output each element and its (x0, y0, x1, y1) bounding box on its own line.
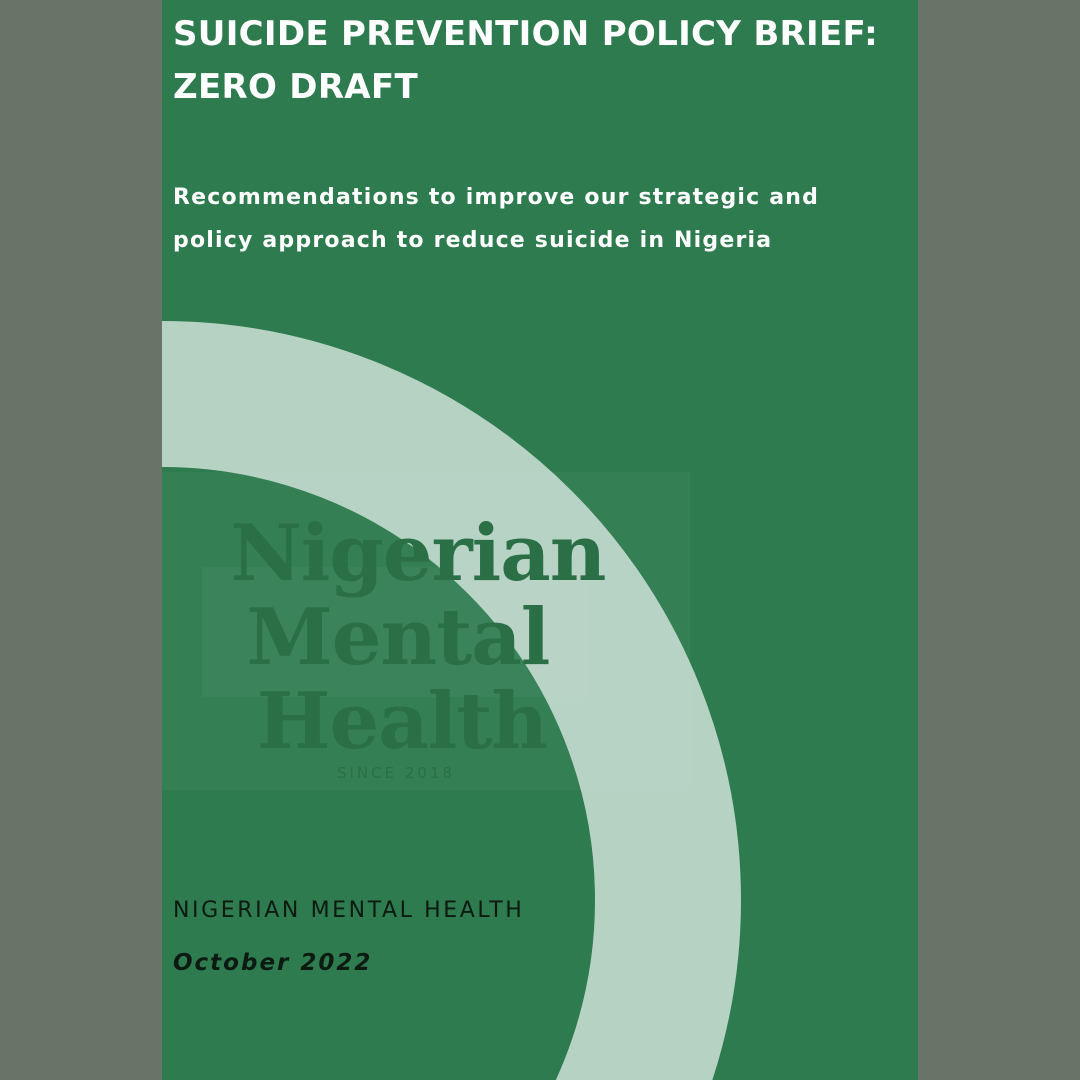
subtitle-line-1: Recommendations to improve our strategic and (173, 185, 820, 210)
logo-watermark (162, 472, 690, 790)
document-subtitle (173, 176, 893, 262)
subtitle-line-2: policy approach to reduce suicide in Nigeria (173, 228, 773, 253)
watermark-since: SINCE 2018 (336, 764, 456, 782)
watermark-line-3: Health (256, 676, 548, 767)
title-line-2: ZERO DRAFT (173, 67, 418, 107)
publication-date: October 2022 (173, 950, 373, 976)
organization-name: NIGERIAN MENTAL HEALTH (173, 898, 525, 923)
document-title (173, 8, 913, 114)
title-line-1: SUICIDE PREVENTION POLICY BRIEF: (173, 14, 879, 54)
cover-page (162, 0, 918, 1080)
watermark-line-2: Mental (246, 592, 550, 683)
watermark-line-1: Nigerian (230, 508, 606, 599)
